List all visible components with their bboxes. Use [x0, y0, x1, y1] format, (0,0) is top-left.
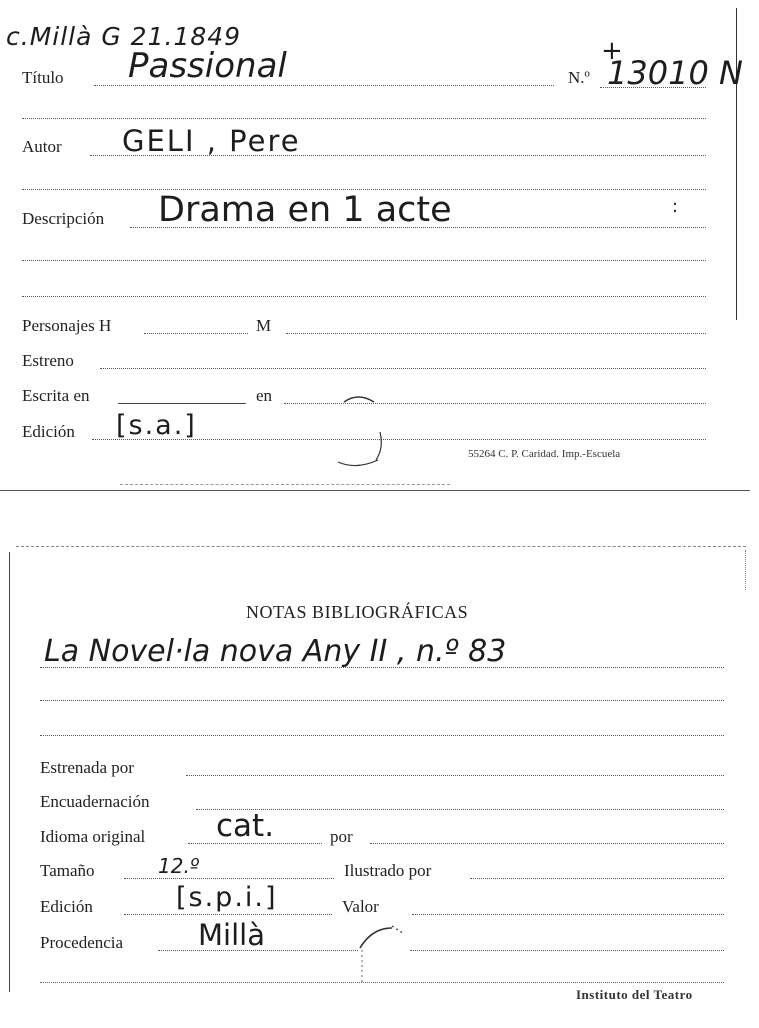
idioma-value: cat. [216, 808, 275, 844]
numero-line [600, 87, 706, 88]
header-note: c.Millà G 21.1849 [6, 22, 242, 51]
bottom-card-top-edge [16, 546, 746, 547]
institution-imprint: Instituto del Teatro [576, 987, 693, 1002]
encuadernacion-line [196, 809, 724, 810]
notas-heading: NOTAS BIBLIOGRÁFICAS [246, 602, 469, 622]
notes-line-3 [40, 735, 724, 736]
personajes-label: Personajes H [22, 316, 112, 335]
estreno-label: Estreno [22, 351, 74, 370]
bottom-card-left-edge [9, 552, 10, 992]
bottom-card [0, 500, 759, 1028]
idioma-label: Idioma original [40, 827, 146, 846]
bottom-final-line [40, 982, 724, 983]
punch-hole-mark-bottom [352, 920, 412, 984]
notes-line-2 [40, 700, 724, 701]
numero-mark: + [601, 36, 623, 66]
edicion-line-2 [124, 914, 332, 915]
edicion-label: Edición [22, 422, 75, 441]
punch-hole-mark [330, 390, 390, 472]
descripcion-value: Drama en 1 acte [158, 190, 452, 230]
edicion-label-2: Edición [40, 897, 93, 916]
en-label: en [256, 386, 273, 405]
procedencia-label: Procedencia [40, 933, 124, 952]
por-label: por [330, 827, 353, 846]
estrenada-label: Estrenada por [40, 758, 134, 777]
valor-label: Valor [342, 897, 379, 916]
titulo-label: Título [22, 68, 64, 87]
personajes-m-line [286, 333, 706, 334]
notes-value: La Novel·la nova Any II , n.º 83 [44, 634, 507, 669]
numero-label: N.º [568, 68, 590, 87]
titulo-extra-line [22, 118, 706, 119]
estrenada-line [186, 775, 724, 776]
numero-value: 13010 N [607, 54, 743, 92]
estreno-line [100, 368, 706, 369]
titulo-value: Passional [128, 46, 287, 86]
bottom-card-right-edge [745, 550, 746, 590]
escrita-line [118, 403, 246, 404]
autor-label: Autor [22, 137, 62, 156]
edicion-value-2: [s.p.i.] [176, 882, 278, 913]
autor-value: GELI , Pere [122, 124, 301, 158]
printer-imprint: 55264 C. P. Caridad. Imp.-Escuela [468, 448, 621, 460]
personajes-h-line [144, 333, 248, 334]
procedencia-value: Millà [198, 918, 265, 952]
ilustrado-line [470, 878, 724, 879]
tamano-line [124, 878, 334, 879]
descripcion-extra-line-1 [22, 260, 706, 261]
procedencia-line-2 [410, 950, 724, 951]
por-line [370, 843, 724, 844]
tamano-value: 12.º [158, 854, 200, 878]
edicion-value: [s.a.] [116, 410, 197, 441]
tamano-label: Tamaño [40, 861, 95, 880]
encuadernacion-label: Encuadernación [40, 792, 150, 811]
top-card-bottom-dash [120, 484, 450, 485]
descripcion-mark: : [672, 196, 679, 217]
top-card [0, 0, 759, 500]
m-label: M [256, 316, 272, 335]
descripcion-extra-line-2 [22, 296, 706, 297]
ilustrado-label: Ilustrado por [344, 861, 432, 880]
top-card-bottom-edge [0, 490, 750, 491]
valor-line [412, 914, 724, 915]
descripcion-label: Descripción [22, 209, 105, 228]
escrita-label: Escrita en [22, 386, 90, 405]
